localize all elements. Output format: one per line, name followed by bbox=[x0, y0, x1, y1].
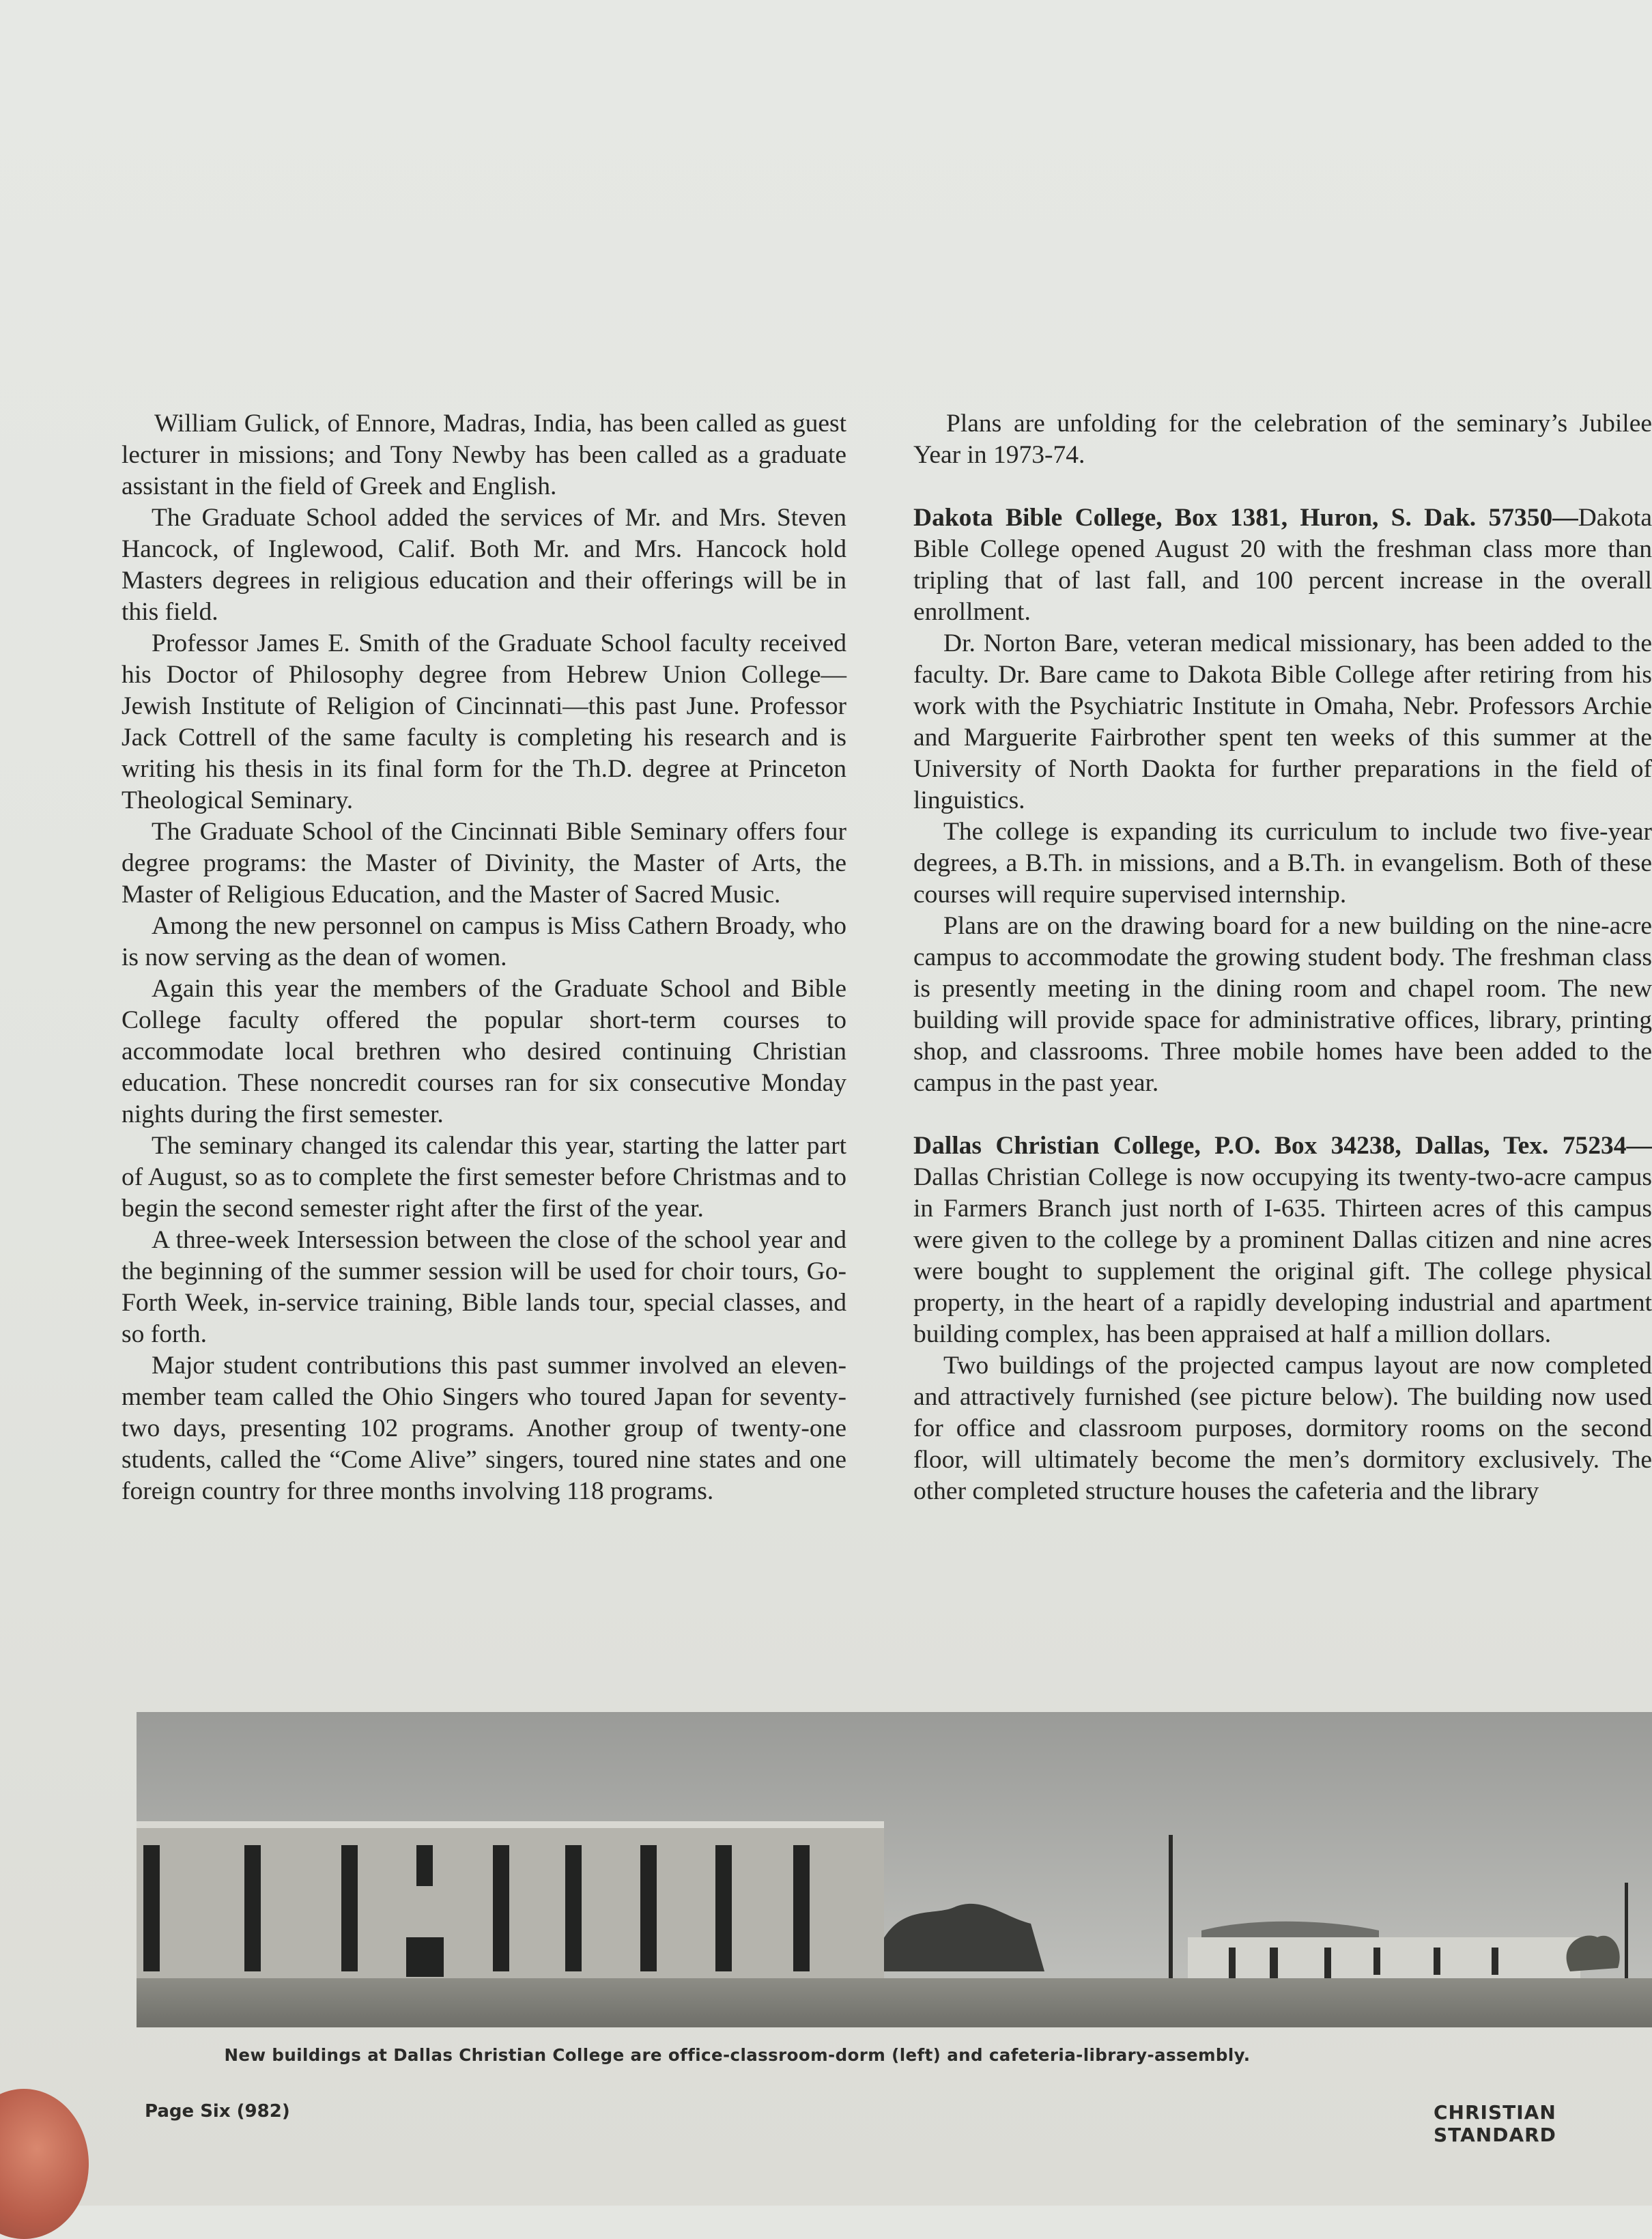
paragraph: The Graduate School added the services of Mr. and Mrs. Steven Hancock, of Inglewood, Calif. Both Mr. and Mrs. Hancock hold Masters degrees in religious education and their offerings will be in this field. bbox=[122, 504, 846, 626]
paragraph: Plans are on the drawing board for a new building on the nine-acre campus to accommodate the growing student body. The freshman class is presently meeting in the dining room and chapel room. The new building will provide space for administrative offices, library, printing shop, and classrooms. Three mobile homes have been added to the campus in the past year. bbox=[913, 912, 1652, 1097]
paragraph: The Graduate School of the Cincinnati Bible Seminary offers four degree programs: the Master of Divinity, the Master of Arts, the Master of Religious Education, and the Master of Sacred Music. bbox=[122, 818, 846, 909]
publication-masthead: CHRISTIAN STANDARD bbox=[1434, 2101, 1556, 2146]
campus-buildings-photo bbox=[137, 1712, 1652, 2027]
page-number: Page Six (982) bbox=[145, 2101, 290, 2122]
paragraph: Professor James E. Smith of the Graduate School faculty received his Doctor of Philosophy degree from Hebrew Union College—Jewish Institute of Religion of Cincinnati—this past June. Professor Jack Cottrell of the same faculty is completing his research and is writing his thesis in its final form for the Th.D. degree at Princeton Theological Seminary. bbox=[122, 629, 846, 814]
section-lead-text: Dakota Bible College opened August 20 with the freshman class more than tripling that of last fall, and 100 percent increase in the overall enrollment. bbox=[913, 504, 1652, 626]
paragraph: Again this year the members of the Graduate School and Bible College faculty offered the popular short-term courses to accommodate local brethren who desired continuing Christian education. These noncredit courses ran for six consecutive Monday nights during the first semester. bbox=[122, 975, 846, 1128]
section-dakota-lead bbox=[913, 502, 1652, 628]
section-heading-dakota: Dakota Bible College, Box 1381, Huron, S. Dak. 57350— bbox=[913, 504, 1578, 532]
paragraph: A three-week Intersession between the close of the school year and the beginning of the summer session will be used for choir tours, Go-Forth Week, in-service training, Bible lands tour, special classes, and so forth. bbox=[122, 1226, 846, 1348]
paragraph: Major student contributions this past summer involved an eleven-member team called the Ohio Singers who toured Japan for seventy-two days, presenting 102 programs. Another group of twenty-one students, called the “Come Alive” singers, toured nine states and one foreign country for three months involving 118 programs. bbox=[122, 1352, 846, 1505]
paragraph: Among the new personnel on campus is Miss Cathern Broady, who is now serving as the dean of women. bbox=[122, 912, 846, 971]
paragraph: The college is expanding its curriculum to include two five-year degrees, a B.Th. in missions, and a B.Th. in evangelism. Both of these courses will require supervised internship. bbox=[913, 818, 1652, 909]
left-column bbox=[122, 408, 846, 1507]
section-lead-text: Dallas Christian College is now occupying its twenty-two-acre campus in Farmers Branch just north of I-635. Thirteen acres of this campus were given to the college by a prominent Dallas citizen and nine acres were bought to supplement the original gift. The college physical property, in the heart of a rapidly developing industrial and apartment building complex, has been appraised at half a million dollars. bbox=[913, 1163, 1652, 1348]
scanner-thumb bbox=[0, 2089, 89, 2239]
paragraph: William Gulick, of Ennore, Madras, India, has been called as guest lecturer in missions; and Tony Newby has been called as a graduate assistant in the field of Greek and English. bbox=[122, 410, 846, 500]
right-column bbox=[913, 408, 1652, 1507]
section-heading-dallas: Dallas Christian College, P.O. Box 34238, Dallas, Tex. 75234— bbox=[913, 1132, 1652, 1160]
paragraph: The seminary changed its calendar this year, starting the latter part of August, so as to complete the first semester before Christmas and to begin the second semester right after the first of the year. bbox=[122, 1132, 846, 1223]
paragraph: Two buildings of the projected campus layout are now completed and attractively furnished (see picture below). The building now used for office and classroom purposes, dormitory rooms on the second floor, will ultimately become the men’s dormitory exclusively. The other completed structure houses the cafeteria and the library bbox=[913, 1352, 1652, 1505]
photo-caption: New buildings at Dallas Christian College are office-classroom-dorm (left) and cafeteria-library-assembly. bbox=[224, 2045, 1251, 2065]
paragraph: Dr. Norton Bare, veteran medical missionary, has been added to the faculty. Dr. Bare came to Dakota Bible College after retiring from his work with the Psychiatric Institute in Omaha, Nebr. Professors Archie and Marguerite Fairbrother spent ten weeks of this summer at the University of North Daokta for further preparations in the field of linguistics. bbox=[913, 629, 1652, 814]
paragraph: Plans are unfolding for the celebration of the seminary’s Jubilee Year in 1973-74. bbox=[913, 410, 1652, 469]
section-dallas-lead bbox=[913, 1130, 1652, 1350]
